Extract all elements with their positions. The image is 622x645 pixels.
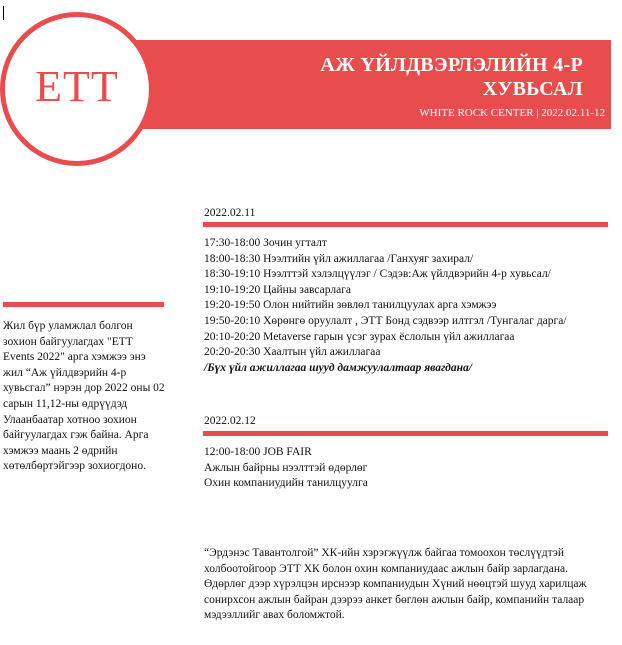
logo-text: ETT (35, 61, 119, 111)
header-banner (98, 40, 611, 129)
event-venue-dates: WHITE ROCK CENTER | 2022.02.11-12 (419, 107, 605, 119)
schedule-item: 17:30-18:00 Зочин угталт (204, 237, 327, 249)
intro-paragraph: Жил бүр уламжлал болгон зохион байгуулагдах "ETT Events 2022" арга хэмжээ энэ жил “Аж үйлдвэрийн 4-р хувьсгал” нэрэн дор 2022 оны 02 сарын 11,12-ны өдрүүдэд Улаанбаатар хотноо зохион байгуулагдах гэж байна. Арга хэмжээ маань 2 өдрийн хөтөлбөртэйгээр зохиогдоно. (3, 320, 165, 473)
schedule-item: 19:20-19:50 Олон нийтийн зөвлөл танилцуулах арга хэмжээ (204, 299, 497, 312)
day1-date: 2022.02.11 (204, 207, 256, 219)
schedule-item: Охин компаниудийн танилцуулга (204, 477, 368, 490)
day1-schedule (204, 236, 616, 376)
schedule-item: 20:20-20:30 Хаалтын үйл ажиллагаа (204, 346, 381, 359)
schedule-item: 18:00-18:30 Нээлтийн үйл ажиллагаа /Ганхуяг захирал/ (204, 252, 474, 265)
broadcast-note: /Бүх үйл ажиллагаа шууд дамжуулалтаар явагдана/ (204, 361, 472, 374)
job-fair-description: “Эрдэнэс Тавантолгой” ХК-ийн хэрэгжүүлж байгаа томоохон төслүүдтэй холбоотойгоор ЭТТ ХК болон охин компаниудаас ажлын байр зарлагдана. Өдөрлөг дээр хүрэлцэн ирснээр компаниудын Хүний нөөцтэй шууд харилцаж сонирхсон ажлын байран дээрээ анкет бөглөн ажлын байр, компанийн талаар мэдээллийг авах боломжтой. (204, 547, 587, 622)
day2-divider (203, 431, 608, 436)
schedule-item: 12:00-18:00 JOB FAIR (204, 446, 312, 458)
day2-schedule (204, 445, 616, 492)
event-title: АЖ ҮЙЛДВЭРЛЭЛИЙН 4-Р ХУВЬСАЛ (320, 54, 583, 100)
logo-circle (0, 12, 154, 166)
day2-date: 2022.02.12 (204, 415, 256, 427)
schedule-item: 19:50-20:10 Хөрөнгө оруулалт , ЭТТ Бонд сэдвээр илтгэл /Тунгалаг дарга/ (204, 314, 567, 327)
logo-inner (5, 17, 149, 161)
left-divider (3, 302, 164, 307)
schedule-item: Ажлын байрны нээлттэй өдөрлөг (204, 461, 368, 474)
text-cursor (3, 6, 4, 20)
schedule-item: 19:10-19:20 Цайны завсарлага (204, 283, 352, 296)
schedule-item: 18:30-19:10 Нээлттэй хэлэлцүүлэг / Сэдэв:Аж үйлдвэрийн 4-р хувьсал/ (204, 268, 551, 281)
schedule-item: 20:10-20:20 Metaverse гарын үсэг зурах ёслолын үйл ажиллагаа (204, 330, 515, 343)
day1-divider (203, 222, 608, 227)
